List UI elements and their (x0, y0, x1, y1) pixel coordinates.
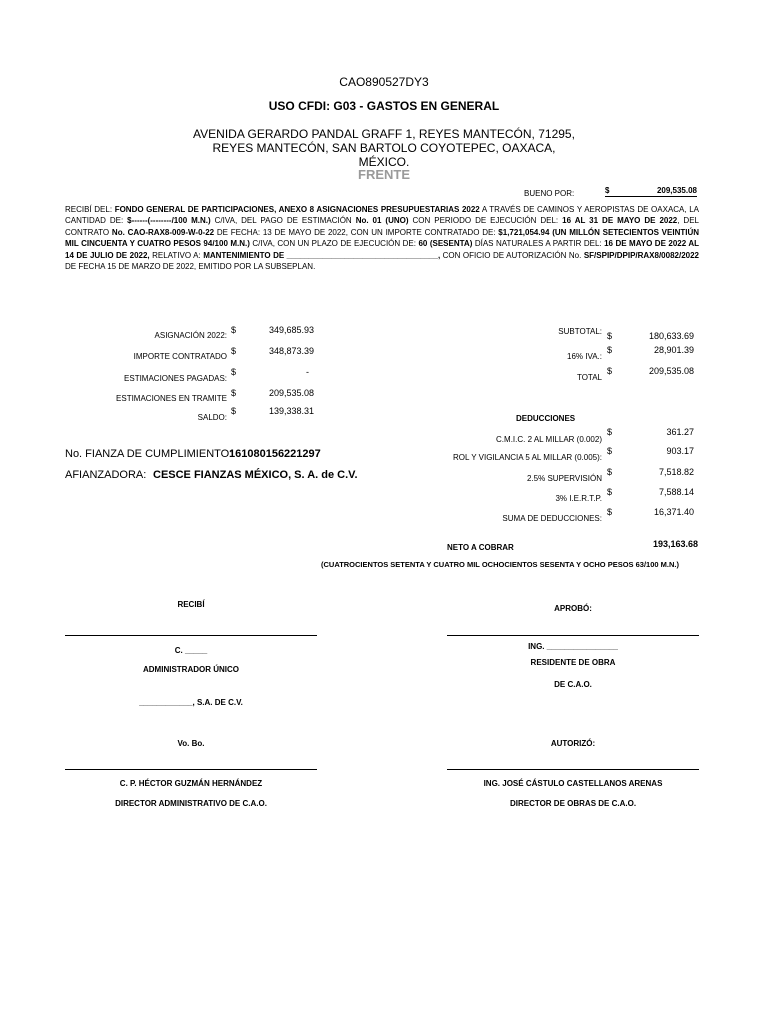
receipt-text: C/IVA, CON UN PLAZO DE EJECUCIÓN DE: (249, 239, 419, 249)
recibi-title: ADMINISTRADOR ÚNICO (143, 665, 239, 674)
fianza-label: No. FIANZA DE CUMPLIMIENTO: (65, 448, 233, 460)
recibi-company: ____________, S.A. DE C.V. (139, 698, 243, 707)
summary-value: 348,873.39 (268, 346, 314, 356)
deduction-label: SUMA DE DEDUCCIONES: (502, 514, 602, 523)
currency-sign: $ (231, 406, 237, 416)
aprobo-label: APROBÓ: (554, 604, 592, 613)
receipt-text: CON PERIODO DE EJECUCIÓN DEL: (408, 216, 563, 226)
currency-sign: $ (607, 446, 613, 456)
recibi-name: C. _____ (174, 646, 208, 655)
aprobo-subtitle: DE C.A.O. (554, 680, 592, 689)
currency-sign: $ (231, 367, 237, 377)
receipt-text: CON OFICIO DE AUTORIZACIÓN No. (440, 250, 584, 260)
autorizo-title: DIRECTOR DE OBRAS DE C.A.O. (509, 799, 637, 808)
bueno-por-value: 209,535.08 (656, 186, 697, 195)
signature-line (447, 635, 699, 636)
deduction-value: 361.27 (666, 427, 694, 437)
receipt-period: 16 AL 31 DE MAYO DE 2022 (562, 216, 678, 226)
summary-value: 28,901.39 (653, 345, 694, 355)
address: AVENIDA GERARDO PANDAL GRAFF 1, REYES MANTECÓN, 71295, REYES MANTECÓN, SAN BARTOLO COYOTEPEC, OAXACA, MÉXICO. (193, 127, 575, 169)
summary-label: SALDO: (197, 413, 227, 422)
afianzadora-name: CESCE FIANZAS MÉXICO, S. A. de C.V. (153, 469, 358, 481)
receipt-term: 60 (SESENTA) (418, 239, 473, 249)
receipt-paragraph (65, 204, 699, 272)
summary-value: 209,535.08 (268, 388, 314, 398)
aprobo-name: ING. ________________ (528, 642, 618, 651)
receipt-text: RECIBÍ DEL: (65, 205, 115, 214)
receipt-estimate-number: No. 01 (UNO) (355, 216, 409, 226)
currency-sign: $ (231, 325, 237, 335)
uso-cfdi: USO CFDI: G03 - GASTOS EN GENERAL (268, 99, 500, 113)
currency-sign: $ (231, 388, 237, 398)
currency-sign: $ (607, 331, 613, 341)
currency-sign: $ (231, 346, 237, 356)
currency-sign: $ (605, 186, 610, 195)
summary-value: - (306, 367, 309, 377)
summary-label: SUBTOTAL: (558, 327, 602, 336)
deduction-label: C.M.I.C. 2 AL MILLAR (0.002) (496, 435, 602, 444)
signature-line (65, 635, 317, 636)
receipt-text: C/IVA, DEL PAGO DE ESTIMACIÓN (210, 216, 356, 226)
vobo-label: Vo. Bo. (177, 739, 205, 748)
receipt-amount: $------(--------/100 M.N.) (127, 216, 211, 226)
deduction-label: 2.5% SUPERVISIÓN (527, 474, 602, 483)
neto-label: NETO A COBRAR (447, 543, 514, 552)
receipt-text: DÍAS NATURALES A PARTIR DEL: (472, 239, 605, 249)
summary-value: 180,633.69 (648, 331, 694, 341)
deduction-label: 3% I.E.R.T.P. (555, 494, 602, 503)
summary-label: ESTIMACIONES EN TRAMITE (116, 394, 227, 403)
deduction-value: 7,588.14 (658, 487, 694, 497)
deduction-label: ROL Y VIGILANCIA 5 AL MILLAR (0.005): (453, 453, 602, 462)
currency-sign: $ (607, 366, 613, 376)
currency-sign: $ (607, 487, 613, 497)
receipt-text: DE FECHA 15 DE MARZO DE 2022, EMITIDO POR LA SUBSEPLAN. (65, 262, 316, 272)
bueno-por-amount (605, 186, 697, 197)
summary-label: ESTIMACIONES PAGADAS: (124, 374, 227, 383)
fianza-number: 161080156221297 (229, 448, 321, 460)
receipt-contract-number: No. CAO-RAX8-009-W-0-22 (111, 227, 215, 237)
summary-label: 16% IVA.: (567, 352, 602, 361)
recibi-label: RECIBÍ (177, 600, 205, 609)
deduction-value: 16,371.40 (653, 507, 694, 517)
signature-line (447, 769, 699, 770)
receipt-text: , DEL CONTRATO (65, 216, 699, 237)
deduction-value: 903.17 (666, 446, 694, 456)
neto-words: (CUATROCIENTOS SETENTA Y CUATRO MIL OCHOCIENTOS SESENTA Y OCHO PESOS 63/100 M.N.) (321, 560, 679, 569)
autorizo-name: ING. JOSÉ CÁSTULO CASTELLANOS ARENAS (483, 779, 663, 788)
summary-value: 139,338.31 (268, 406, 314, 416)
bueno-por-label: BUENO POR: (524, 189, 575, 198)
summary-label: ASIGNACIÓN 2022: (154, 331, 227, 340)
currency-sign: $ (607, 467, 613, 477)
receipt-subject: MANTENIMIENTO DE __________________________________, (203, 250, 441, 260)
receipt-authorization: SF/SPIP/DPIP/RAX8/0082/2022 (583, 250, 699, 260)
summary-label: TOTAL (576, 373, 602, 382)
summary-label: IMPORTE CONTRATADO (133, 352, 227, 361)
deduction-value: 7,518.82 (658, 467, 694, 477)
summary-value: 209,535.08 (648, 366, 694, 376)
currency-sign: $ (607, 345, 613, 355)
frente-title: FRENTE (358, 167, 410, 182)
deducciones-title: DEDUCCIONES (516, 414, 576, 423)
aprobo-title: RESIDENTE DE OBRA (530, 658, 616, 667)
rfc: CAO890527DY3 (339, 75, 429, 89)
summary-value: 349,685.93 (268, 325, 314, 335)
vobo-name: C. P. HÉCTOR GUZMÁN HERNÁNDEZ (119, 779, 263, 788)
receipt-text: DE FECHA: 13 DE MAYO DE 2022, CON UN IMPORTE CONTRATADO DE: (214, 227, 499, 237)
autorizo-label: AUTORIZÓ: (550, 739, 596, 748)
receipt-dates: 16 DE MAYO DE 2022 AL 14 DE JULIO DE 2022, (65, 239, 700, 260)
receipt-text: A TRAVÉS DE CAMINOS Y AEROPISTAS DE OAXACA, LA CANTIDAD DE: (65, 205, 700, 226)
neto-amount: 193,163.68 (652, 539, 698, 549)
receipt-fund: FONDO GENERAL DE PARTICIPACIONES, ANEXO 8 ASIGNACIONES PRESUPUESTARIAS 2022 (114, 205, 480, 214)
vobo-title: DIRECTOR ADMINISTRATIVO DE C.A.O. (115, 799, 267, 808)
currency-sign: $ (607, 507, 613, 517)
receipt-text: RELATIVO A: (149, 250, 204, 260)
signature-line (65, 769, 317, 770)
currency-sign: $ (607, 427, 613, 437)
receipt-contract-amount: $1,721,054.94 (UN MILLÓN SETECIENTOS VEINTIÚN MIL CINCUENTA Y CUATRO PESOS 94/100 M.N.) (65, 227, 700, 249)
afianzadora-label: AFIANZADORA: (65, 469, 147, 481)
